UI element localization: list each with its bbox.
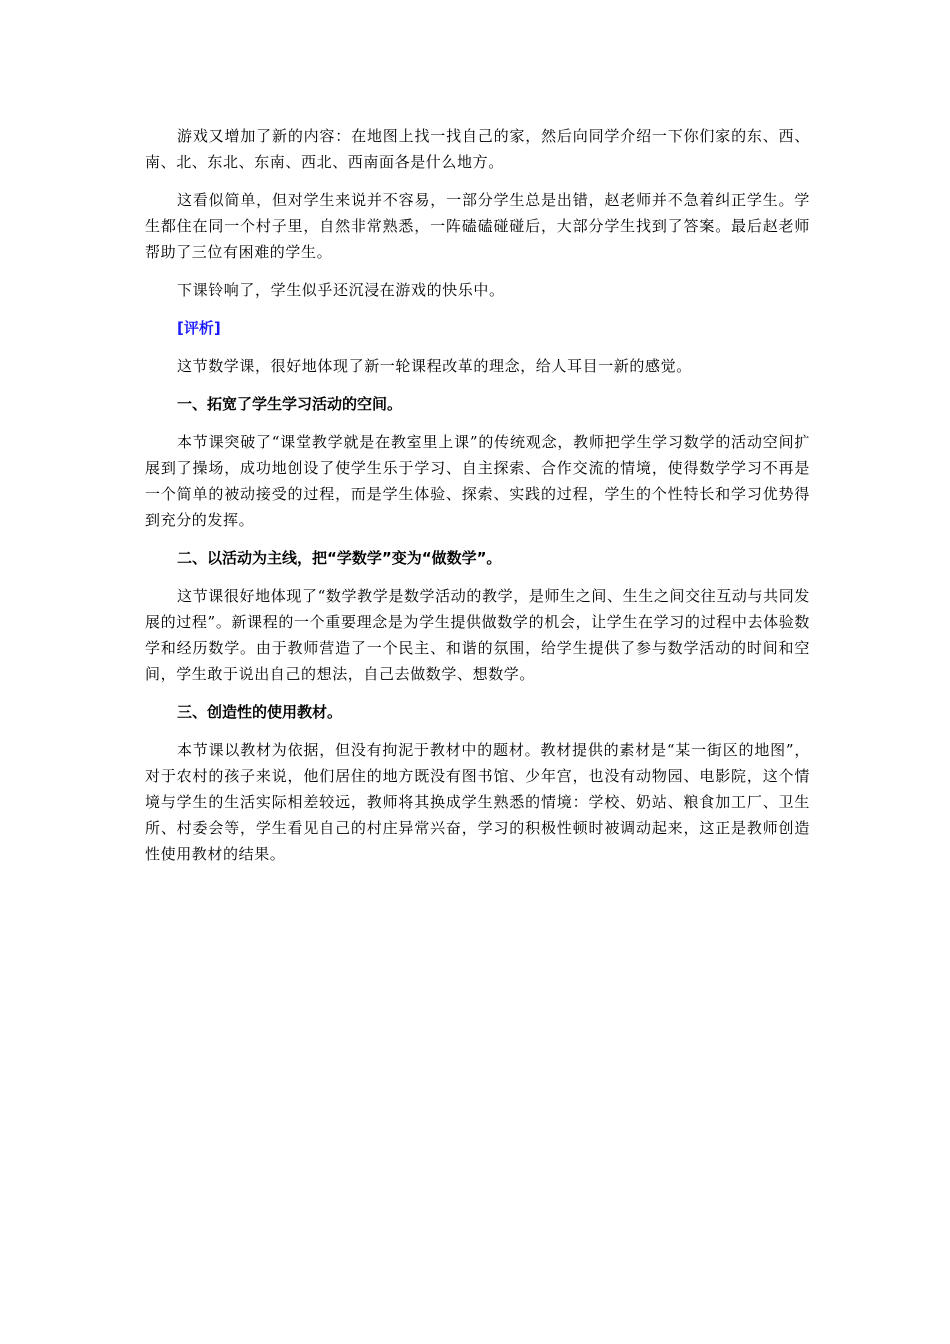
section-2-heading: 二、以活动为主线，把“学数学”变为“做数学”。	[177, 549, 502, 567]
document-page	[145, 123, 810, 879]
analysis-intro: 这节数学课，很好地体现了新一轮课程改革的理念，给人耳目一新的感觉。	[177, 357, 692, 375]
analysis-tag: [评析]	[177, 319, 221, 337]
section-1-body: 本节课突破了“课堂教学就是在教室里上课”的传统观念，教师把学生学习数学的活动空间扩展到了操场，成功地创设了使学生乐于学习、自主探索、合作交流的情境，使得数学学习不再是一个简单的被动接受的过程，而是学生体验、探索、实践的过程，学生的个性特长和学习优势得到充分的发挥。	[145, 433, 810, 529]
intro-paragraph-3: 下课铃响了，学生似乎还沉浸在游戏的快乐中。	[177, 281, 505, 299]
intro-paragraph-2: 这看似简单，但对学生来说并不容易，一部分学生总是出错，赵老师并不急着纠正学生。学生都住在同一个村子里，自然非常熟悉，一阵磕磕碰碰后，大部分学生找到了答案。最后赵老师帮助了三位有困难的学生。	[145, 191, 810, 261]
section-3-heading: 三、创造性的使用教材。	[177, 703, 343, 721]
intro-paragraph-1: 游戏又增加了新的内容：在地图上找一找自己的家，然后向同学介绍一下你们家的东、西、南、北、东北、东南、西北、西南面各是什么地方。	[145, 127, 810, 171]
section-1-heading: 一、拓宽了学生学习活动的空间。	[177, 395, 403, 413]
section-3-body: 本节课以教材为依据，但没有拘泥于教材中的题材。教材提供的素材是“某一街区的地图”，对于农村的孩子来说，他们居住的地方既没有图书馆、少年宫，也没有动物园、电影院，这个情境与学生的生活实际相差较远，教师将其换成学生熟悉的情境：学校、奶站、粮食加工厂、卫生所、村委会等，学生看见自己的村庄异常兴奋，学习的积极性顿时被调动起来，这正是教师创造性使用教材的结果。	[145, 741, 810, 863]
section-2-body: 这节课很好地体现了“数学教学是数学活动的教学，是师生之间、生生之间交往互动与共同发展的过程”。新课程的一个重要理念是为学生提供做数学的机会，让学生在学习的过程中去体验数学和经历数学。由于教师营造了一个民主、和谐的氛围，给学生提供了参与数学活动的时间和空间，学生敢于说出自己的想法，自己去做数学、想数学。	[145, 587, 810, 683]
